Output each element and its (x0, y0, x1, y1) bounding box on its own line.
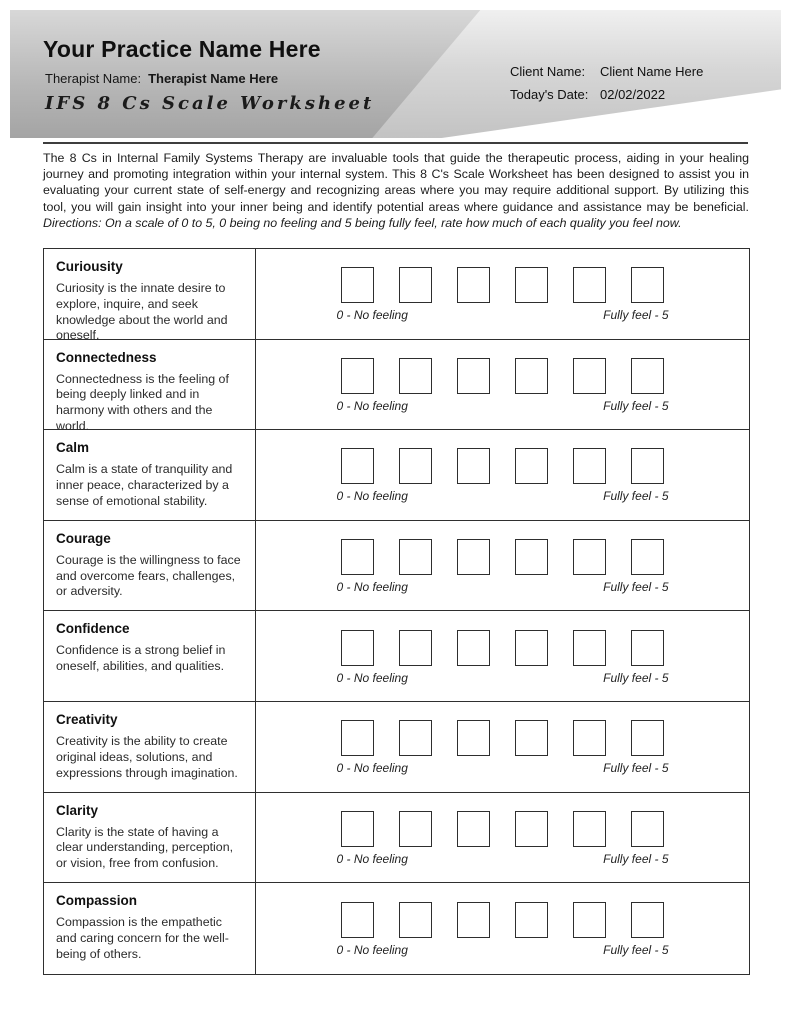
scale-right-label: Fully feel - 5 (603, 580, 669, 595)
client-info (510, 64, 703, 110)
quality-title: Curiousity (56, 259, 123, 274)
scale-right-label: Fully feel - 5 (603, 398, 669, 413)
rating-checkbox[interactable] (399, 448, 432, 484)
quality-title: Courage (56, 530, 111, 546)
scale-right-label: Fully feel - 5 (603, 942, 669, 957)
rating-checkbox[interactable] (457, 630, 490, 666)
rating-checkbox[interactable] (573, 267, 606, 303)
rating-checkbox[interactable] (573, 358, 606, 394)
rating-checkbox[interactable] (631, 811, 664, 847)
quality-description: Creativity is the ability to create original ideas, solutions, and expressions through imagination. (56, 733, 238, 780)
quality-title: Clarity (56, 802, 99, 818)
worksheet-row (44, 883, 749, 974)
quality-cell (44, 793, 256, 883)
client-name-value: Client Name Here (600, 64, 704, 79)
checkbox-row (341, 720, 664, 756)
practice-name: Your Practice Name Here (43, 36, 321, 62)
header (10, 10, 781, 138)
worksheet-row (44, 611, 749, 702)
client-name-label: Client Name: (510, 64, 586, 79)
scale-right-label: Fully feel - 5 (603, 308, 669, 323)
scale-labels (337, 580, 669, 594)
scale-labels (337, 489, 669, 503)
rating-checkbox[interactable] (399, 902, 432, 938)
intro-paragraph (43, 150, 749, 231)
scale-left-label: 0 - No feeling (336, 670, 408, 685)
quality-cell (44, 883, 256, 974)
checkbox-row (341, 630, 664, 666)
rating-checkbox[interactable] (457, 358, 490, 394)
scale-left-label: 0 - No feeling (336, 761, 408, 776)
rating-checkbox[interactable] (573, 448, 606, 484)
rating-checkbox[interactable] (399, 720, 432, 756)
rating-checkbox[interactable] (341, 358, 374, 394)
quality-description: Confidence is a strong belief in oneself, abilities, and qualities. (56, 643, 226, 674)
rating-checkbox[interactable] (457, 448, 490, 484)
rating-cell (256, 249, 749, 339)
scale-left-label: 0 - No feeling (336, 851, 408, 866)
quality-cell (44, 340, 256, 433)
rating-checkbox[interactable] (515, 720, 548, 756)
quality-cell (44, 702, 256, 792)
scale-right-label: Fully feel - 5 (603, 489, 669, 504)
rating-checkbox[interactable] (399, 267, 432, 303)
rating-checkbox[interactable] (341, 720, 374, 756)
quality-title: Creativity (56, 711, 118, 727)
worksheet-row (44, 793, 749, 884)
date-label: Today's Date: (510, 87, 589, 102)
worksheet-row (44, 521, 749, 612)
scale-right-label: Fully feel - 5 (603, 851, 669, 866)
date-value: 02/02/2022 (600, 87, 666, 102)
quality-cell (44, 521, 256, 611)
rating-checkbox[interactable] (515, 630, 548, 666)
rating-checkbox[interactable] (399, 358, 432, 394)
checkbox-row (341, 358, 664, 394)
rating-checkbox[interactable] (399, 811, 432, 847)
rating-checkbox[interactable] (399, 539, 432, 575)
scale-left-label: 0 - No feeling (336, 942, 408, 957)
scale-labels (337, 671, 669, 685)
therapist-name-value: Therapist Name Here (148, 71, 279, 86)
rating-checkbox[interactable] (515, 811, 548, 847)
intro-directions: Directions: On a scale of 0 to 5, 0 being no feeling and 5 being fully feel, rate how much of each quality you feel now. (43, 215, 682, 230)
intro-text: The 8 Cs in Internal Family Systems Therapy are invaluable tools that guide the therapeutic process, aiding in your healing journey and promoting integration within your internal system. This 8 C's Scale Worksheet has been designed to assist you in evaluating your current state of self-energy and recognizing areas where you may require additional support. By utilizing this tool, you will gain insight into your inner being and identify potential areas where guidance and assistance may be beneficial. (43, 151, 749, 214)
rating-checkbox[interactable] (631, 902, 664, 938)
worksheet-table (43, 248, 750, 975)
rating-checkbox[interactable] (515, 448, 548, 484)
rating-checkbox[interactable] (515, 902, 548, 938)
checkbox-row (341, 448, 664, 484)
rating-checkbox[interactable] (457, 539, 490, 575)
rating-checkbox[interactable] (341, 267, 374, 303)
scale-right-label: Fully feel - 5 (603, 670, 669, 685)
rating-checkbox[interactable] (457, 267, 490, 303)
quality-cell (44, 249, 256, 343)
rating-checkbox[interactable] (631, 448, 664, 484)
quality-cell (44, 611, 256, 701)
quality-title: Connectedness (56, 349, 157, 365)
rating-cell (256, 702, 749, 792)
quality-description: Compassion is the empathetic and caring concern for the well-being of others. (56, 915, 229, 961)
rating-checkbox[interactable] (457, 902, 490, 938)
rating-checkbox[interactable] (573, 902, 606, 938)
rating-checkbox[interactable] (341, 539, 374, 575)
scale-left-label: 0 - No feeling (336, 398, 408, 413)
therapist-line (45, 71, 278, 86)
rating-checkbox[interactable] (457, 720, 490, 756)
checkbox-row (341, 539, 664, 575)
worksheet-title: IFS 8 Cs Scale Worksheet (45, 93, 375, 114)
quality-description: Calm is a state of tranquility and inner peace, characterized by a sense of emotional stability. (56, 462, 233, 508)
rating-checkbox[interactable] (631, 630, 664, 666)
scale-labels (337, 761, 669, 775)
rating-checkbox[interactable] (631, 539, 664, 575)
worksheet-row (44, 430, 749, 521)
rating-cell (256, 611, 749, 701)
rating-cell (256, 793, 749, 883)
rating-cell (256, 521, 749, 611)
rating-checkbox[interactable] (341, 902, 374, 938)
quality-cell (44, 430, 256, 520)
quality-description: Clarity is the state of having a clear understanding, perception, or vision, free from confusion. (56, 824, 234, 871)
checkbox-row (341, 902, 664, 938)
rating-cell (256, 340, 749, 430)
worksheet-row (44, 702, 749, 793)
rating-checkbox[interactable] (457, 811, 490, 847)
quality-title: Compassion (56, 893, 138, 909)
rating-checkbox[interactable] (515, 539, 548, 575)
rating-checkbox[interactable] (631, 358, 664, 394)
date-row (510, 87, 703, 102)
rating-cell (256, 430, 749, 520)
quality-description: Curiosity is the innate desire to explore, inquire, and seek knowledge about the world and oneself. (56, 281, 228, 343)
rating-cell (256, 883, 749, 974)
rating-checkbox[interactable] (341, 448, 374, 484)
scale-labels (337, 943, 669, 957)
quality-title: Confidence (56, 621, 130, 637)
header-divider (43, 142, 748, 144)
quality-title: Calm (56, 440, 90, 456)
rating-checkbox[interactable] (515, 358, 548, 394)
scale-labels (337, 852, 669, 866)
rating-checkbox[interactable] (631, 267, 664, 303)
quality-description: Courage is the willingness to face and overcome fears, challenges, or adversity. (56, 552, 241, 599)
rating-checkbox[interactable] (573, 630, 606, 666)
scale-left-label: 0 - No feeling (336, 580, 408, 595)
rating-checkbox[interactable] (399, 630, 432, 666)
scale-right-label: Fully feel - 5 (603, 761, 669, 776)
scale-left-label: 0 - No feeling (336, 489, 408, 504)
rating-checkbox[interactable] (515, 267, 548, 303)
scale-labels (337, 308, 669, 322)
rating-checkbox[interactable] (341, 630, 374, 666)
rating-checkbox[interactable] (341, 811, 374, 847)
rating-checkbox[interactable] (573, 539, 606, 575)
scale-labels (337, 399, 669, 413)
rating-checkbox[interactable] (573, 720, 606, 756)
worksheet-row (44, 249, 749, 343)
therapist-name-label: Therapist Name: (45, 71, 142, 86)
worksheet-row (44, 340, 749, 431)
quality-description: Connectedness is the feeling of being deeply linked and in harmony with others and the world. (56, 371, 229, 433)
rating-checkbox[interactable] (573, 811, 606, 847)
client-name-row (510, 64, 703, 79)
checkbox-row (341, 267, 664, 303)
checkbox-row (341, 811, 664, 847)
scale-left-label: 0 - No feeling (336, 308, 408, 323)
rating-checkbox[interactable] (631, 720, 664, 756)
